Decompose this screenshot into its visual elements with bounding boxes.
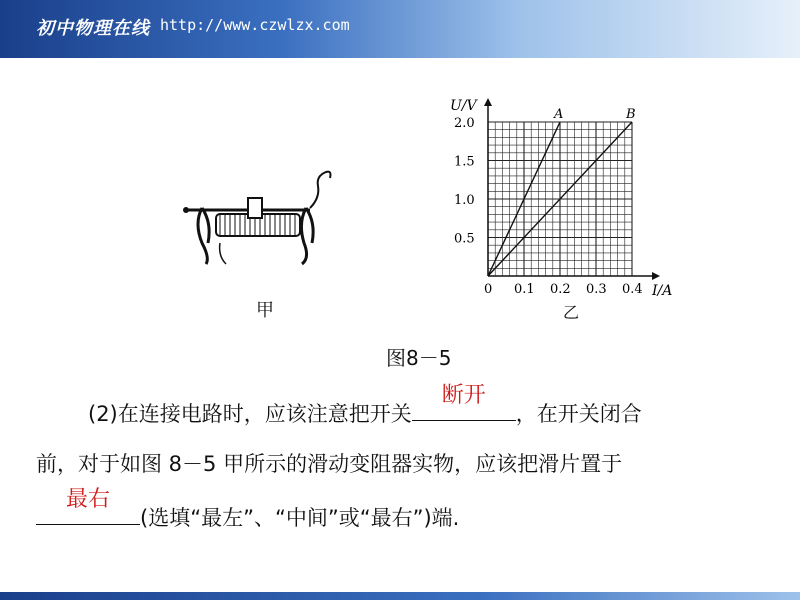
x-axis-label: I/A — [652, 283, 673, 299]
y-tick-label: 0.5 — [454, 231, 475, 247]
question-line-2: 前，对于如图 8－5 甲所示的滑动变阻器实物，应该把滑片置于 — [36, 452, 623, 476]
answer-blank-1 — [412, 383, 516, 421]
question-line-1 — [88, 383, 800, 426]
rheostat-illustration — [180, 168, 350, 268]
question-text-3: (选填“最左”、“中间”或“最右”)端. — [140, 506, 460, 530]
y-tick-label: 1.5 — [454, 154, 475, 170]
x-axis-arrow — [652, 272, 660, 280]
question-text-2: ，在开关闭合 — [515, 402, 642, 426]
x-tick-label: 0.1 — [514, 282, 535, 297]
answer-1: 断开 — [441, 383, 486, 408]
series-label-B: B — [626, 107, 636, 122]
figure-label-jia: 甲 — [256, 300, 274, 321]
figure-label-yi: 乙 — [563, 303, 580, 322]
x-tick-label: 0.3 — [586, 282, 607, 297]
bottom-bar — [0, 592, 800, 600]
series-label-A: A — [554, 107, 564, 122]
y-tick-label: 1.0 — [454, 193, 475, 208]
x-tick-label: 0.4 — [622, 282, 643, 297]
y-tick-label: 2.0 — [454, 116, 475, 131]
rheostat-left-bracket — [198, 208, 209, 264]
answer-2: 最右 — [65, 487, 110, 512]
rheostat-right-bracket — [301, 208, 313, 264]
site-logo: 初中物理在线 — [36, 18, 150, 39]
rheostat-slider — [248, 198, 262, 218]
rheostat-wire — [310, 172, 331, 208]
x-tick-label: 0.2 — [550, 282, 571, 297]
ui-chart — [440, 96, 690, 301]
answer-blank-2 — [36, 487, 140, 525]
x-tick-label: 0 — [484, 282, 493, 297]
y-axis-arrow — [484, 98, 492, 106]
figure-caption: 图8－5 — [386, 346, 452, 370]
question-line-3 — [36, 487, 776, 530]
y-axis-label: U/V — [450, 98, 477, 114]
site-url[interactable]: http://www.czwlzx.com — [160, 16, 350, 34]
question-text-1: (2)在连接电路时，应该注意把开关 — [88, 402, 412, 426]
header-banner — [0, 0, 800, 58]
